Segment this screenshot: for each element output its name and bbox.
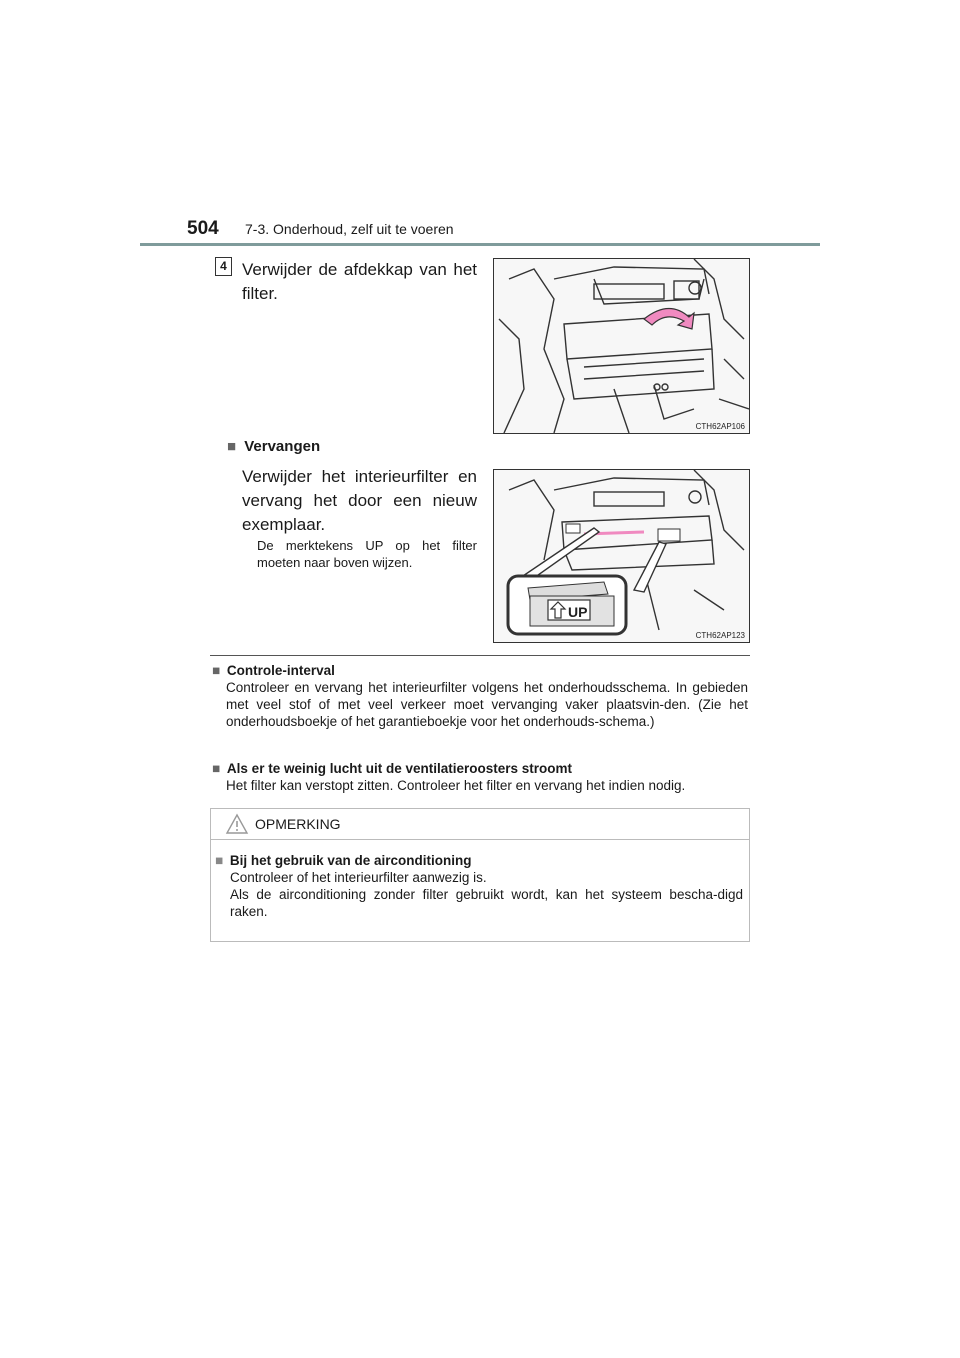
up-marker-label: UP <box>568 604 588 620</box>
remove-cover-illustration <box>493 258 750 434</box>
square-bullet-icon: ■ <box>215 853 224 868</box>
replace-heading-label: Vervangen <box>244 438 321 455</box>
low-airflow-section <box>212 760 748 794</box>
pink-direction-arrow-icon <box>644 308 694 329</box>
notice-heading-label: Bij het gebruik van de airconditioning <box>229 853 472 868</box>
step-number-badge: 4 <box>215 257 232 276</box>
warning-triangle-icon <box>225 813 249 835</box>
figure-code: CTH62AP123 <box>695 631 745 640</box>
replace-instruction: Verwijder het interieurfilter en vervang het door een nieuw exemplaar. <box>242 467 477 534</box>
up-marker-note: De merktekens UP op het filter moeten naar boven wijzen. <box>257 538 477 570</box>
replace-filter-illustration <box>493 469 750 643</box>
square-bullet-icon: ■ <box>212 663 221 678</box>
control-interval-section <box>212 662 748 730</box>
low-airflow-heading <box>212 760 748 777</box>
section-title: 7-3. Onderhoud, zelf uit te voeren <box>245 221 454 237</box>
square-bullet-icon: ■ <box>227 438 237 455</box>
section-divider <box>210 655 750 656</box>
notice-heading <box>215 852 743 869</box>
step-instruction: Verwijder de afdekkap van het filter. <box>242 260 477 303</box>
notice-title: OPMERKING <box>255 816 341 832</box>
notice-line-1: Controleer of het interieurfilter aanwezig is. <box>230 870 487 885</box>
notice-body <box>215 852 743 920</box>
low-airflow-heading-label: Als er te weinig lucht uit de ventilatieroosters stroomt <box>226 761 572 776</box>
figure-code: CTH62AP106 <box>695 422 745 431</box>
filter-replacement-drawing <box>494 470 749 642</box>
header-rule <box>140 243 820 246</box>
filter-compartment-drawing <box>494 259 749 433</box>
notice-header <box>211 809 749 840</box>
control-interval-heading <box>212 662 748 679</box>
control-interval-heading-label: Controle-interval <box>226 663 335 678</box>
notice-box <box>210 808 750 942</box>
square-bullet-icon: ■ <box>212 761 221 776</box>
replace-heading <box>227 438 320 455</box>
notice-line-2: Als de airconditioning zonder filter gebruikt wordt, kan het systeem bescha-digd raken. <box>230 887 743 919</box>
page-number: 504 <box>187 218 219 239</box>
low-airflow-text: Het filter kan verstopt zitten. Controleer het filter en vervang het indien nodig. <box>226 778 686 793</box>
control-interval-text: Controleer en vervang het interieurfilter volgens het onderhoudsschema. In gebieden met veel stof of met veel verkeer moet vervanging vaker plaatsvin-den. (Zie het onderhoudsboekje of het garantieboekje voor het onderhouds-schema.) <box>226 680 748 729</box>
